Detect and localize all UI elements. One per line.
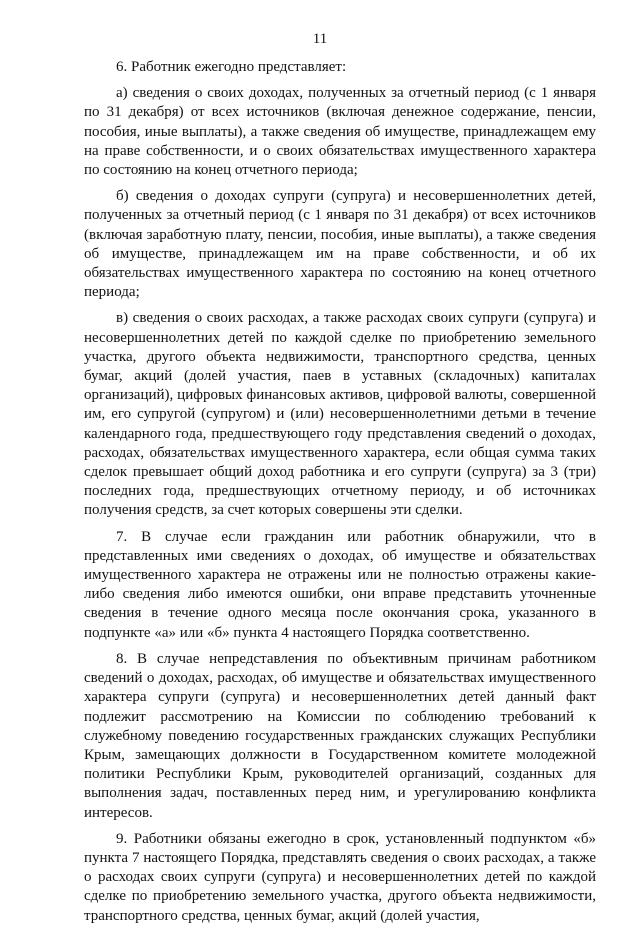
paragraph-8: 8. В случае непредставления по объективным причинам работником сведений о доходах, расходах, об имуществе и обязательствах имущественного характера супруги (супруга) и несовершеннолетних детей данный факт подлежит рассмотрению на Комиссии по соблюдению требований к служебному поведению государственных гражданских служащих Республики Крым, замещающих должности в Государственном комитете молодежной политики Республики Крым, руководителей организаций, созданных для выполнения задач, поставленных перед ним, и урегулированию конфликта интересов.: [84, 650, 596, 821]
page-number: 11: [312, 31, 328, 47]
paragraph-6v: в) сведения о своих расходах, а также расходах своих супруги (супруга) и несовершеннолетних детей по каждой сделке по приобретению земельного участка, другого объекта недвижимости, транспортного средства, ценных бумаг, акций (долей участия, паев в уставных (складочных) капиталах организаций), цифровых финансовых активов, цифровой валюты, совершенной им, его супругой (супругом) и (или) несовершеннолетними детьми в течение календарного года, предшествующего году представления сведений о доходах, расходах, обязательствах имущественного характера, если общая сумма таких сделок превышает общий доход работника и его супруги (супруга) за 3 (три) последних года, предшествующих отчетному периоду, и об источниках получения средств, за счет которых совершены эти сделки.: [84, 310, 596, 519]
paragraph-6b: б) сведения о доходах супруги (супруга) и несовершеннолетних детей, полученных за отчетный период (с 1 января по 31 декабря) от всех источников (включая заработную плату, пенсии, пособия, иные выплаты), а также сведения об имуществе, принадлежащем им на праве собственности, и об их обязательствах имущественного характера по состоянию на конец отчетного периода;: [84, 188, 596, 301]
document-body: [84, 58, 596, 933]
paragraph-7: 7. В случае если гражданин или работник обнаружили, что в представленных ими сведениях о доходах, об имуществе и обязательствах имущественного характера не отражены или не полностью отражены какие-либо сведения либо имеются ошибки, они вправе представить уточненные сведения в течение одного месяца после окончания срока, указанного в подпункте «а» или «б» пункта 4 настоящего Порядка соответственно.: [84, 528, 596, 641]
paragraph-6-intro: 6. Работник ежегодно представляет:: [116, 59, 347, 75]
paragraph-9: 9. Работники обязаны ежегодно в срок, установленный подпунктом «б» пункта 7 настоящего Порядка, представлять сведения о своих расходах, а также о расходах своих супруги (супруга) и несовершеннолетних детей по каждой сделке по приобретению земельного участка, другого объекта недвижимости, транспортного средства, ценных бумаг, акций (долей участия,: [84, 830, 596, 924]
paragraph-6a: а) сведения о своих доходах, полученных за отчетный период (с 1 января по 31 декабря) от всех источников (включая денежное содержание, пенсии, пособия, иные выплаты), а также сведения об имуществе, принадлежащем ему на праве собственности, и о своих обязательствах имущественного характера по состоянию на конец отчетного периода;: [84, 85, 596, 179]
